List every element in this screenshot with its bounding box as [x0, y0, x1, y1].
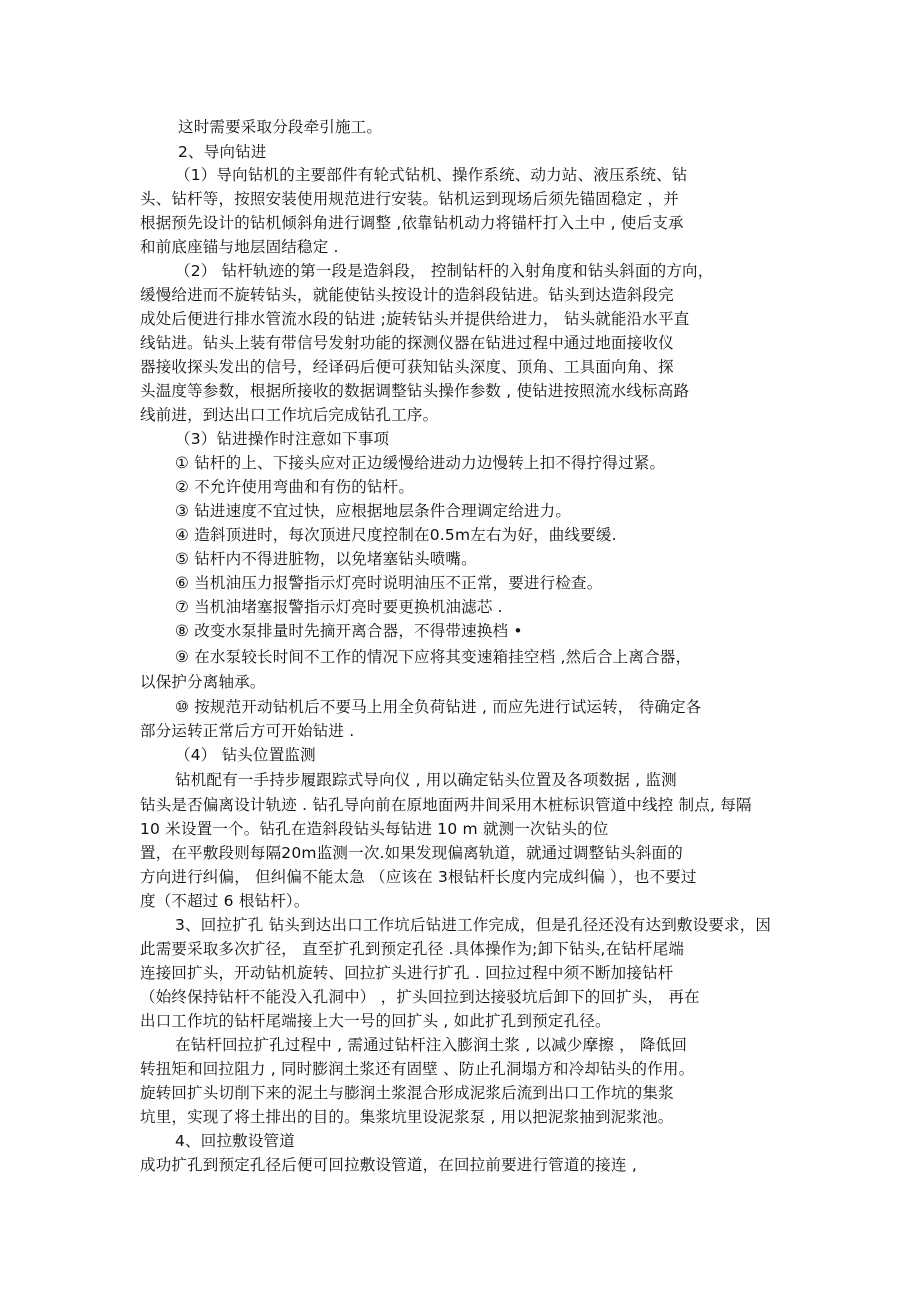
- text-line: 成功扩孔到预定孔径后便可回拉敷设管道，在回拉前要进行管道的接连 ,: [140, 1156, 637, 1174]
- text-line: 器接收探头发出的信号，经译码后便可获知钻头深度、顶角、工具面向角、探: [140, 358, 674, 376]
- list-item: ④ 造斜顶进时，每次顶进尺度控制在0.5m左右为好，曲线要缓.: [175, 526, 617, 544]
- text-line: 钻头是否偏离设计轨迹 . 钻孔导向前在原地面两井间采用木桩标识管道中线控 制点, 每隔: [140, 796, 752, 814]
- text-line: 出口工作坑的钻杆尾端接上大一号的回扩头 , 如此扩孔到预定孔径。: [140, 1012, 611, 1030]
- subsection-heading: （3）钻进操作时注意如下事项: [175, 430, 390, 448]
- text-line: 缓慢给进而不旋转钻头，就能使钻头按设计的造斜段钻进。钻头到达造斜段完: [140, 286, 674, 304]
- text-line: 此需要采取多次扩径， 直至扩孔到预定孔径 .具体操作为;卸下钻头,在钻杆尾端: [140, 940, 685, 958]
- text-line: 头、钻杆等，按照安装使用规范进行安装。钻机运到现场后须先锚固稳定 ，并: [140, 190, 679, 208]
- text-line: 方向进行纠偏， 但纠偏不能太急 （应该在 3根钻杆长度内完成纠偏 ），也不要过: [140, 868, 697, 886]
- list-item: ② 不允许使用弯曲和有伤的钻杆。: [175, 478, 415, 496]
- list-item: ③ 钻进速度不宜过快，应根据地层条件合理调定给进力。: [175, 502, 572, 520]
- text-line: 连接回扩头，开动钻机旋转、回拉扩头进行扩孔 . 回拉过程中须不断加接钻杆: [140, 964, 674, 982]
- subsection-heading: （4） 钻头位置监测: [175, 746, 316, 764]
- text-line: 根据预先设计的钻机倾斜角进行调整 ,依靠钻机动力将锚杆打入土中 , 使后支承: [140, 214, 684, 232]
- text-line: 旋转回扩头切削下来的泥土与膨润土浆混合形成泥浆后流到出口工作坑的集浆: [140, 1084, 674, 1102]
- text-line: 坑里，实现了将土排出的目的。集浆坑里设泥浆泵 , 用以把泥浆抽到泥浆池。: [140, 1108, 674, 1126]
- text-line: 头温度等参数，根据所接收的数据调整钻头操作参数 , 使钻进按照流水线标高路: [140, 382, 690, 400]
- text-line: 线钻进。钻头上装有带信号发射功能的探测仪器在钻进过程中通过地面接收仪: [140, 334, 674, 352]
- text-line: 在钻杆回拉扩孔过程中 , 需通过钻杆注入膨润土浆 , 以减少摩擦 ， 降低回: [175, 1036, 688, 1054]
- text-line: 转扭矩和回拉阻力 , 同时膨润土浆还有固壁 、防止孔洞塌方和冷却钻头的作用。: [140, 1060, 695, 1078]
- text-line: 和前底座锚与地层固结稳定 .: [140, 238, 339, 256]
- list-item: ⑧ 改变水泵排量时先摘开离合器，不得带速换档 •: [175, 622, 523, 640]
- text-line: 置，在平敷段则每隔20m监测一次.如果发现偏离轨道，就通过调整钻头斜面的: [140, 844, 683, 862]
- list-item: ⑨ 在水泵较长时间不工作的情况下应将其变速箱挂空档 ,然后合上离合器，: [175, 648, 692, 666]
- list-item: ⑦ 当机油堵塞报警指示灯亮时要更换机油滤芯 .: [175, 598, 503, 616]
- list-item: ⑤ 钻杆内不得进脏物，以免堵塞钻头喷嘴。: [175, 550, 477, 568]
- text-line: 10 米设置一个。钻孔在造斜段钻头每钻进 10 m 就测一次钻头的位: [140, 820, 609, 838]
- text-line: 成处后便进行排水管流水段的钻进 ;旋转钻头并提供给进力， 钻头就能沿水平直: [140, 310, 690, 328]
- text-line: （2） 钻杆轨迹的第一段是造斜段， 控制钻杆的入射角度和钻头斜面的方向，: [175, 262, 714, 280]
- text-line: 以保护分离轴承。: [140, 673, 266, 691]
- list-item: ① 钻杆的上、下接头应对正边缓慢给进动力边慢转上扣不得拧得过紧。: [175, 454, 666, 472]
- list-item: ⑩ 按规范开动钻机后不要马上用全负荷钻进 , 而应先进行试运转， 待确定各: [175, 698, 702, 716]
- text-line: 度（不超过 6 根钻杆）。: [140, 892, 310, 910]
- list-item: ⑥ 当机油压力报警指示灯亮时说明油压不正常，要进行检查。: [175, 574, 603, 592]
- section-heading: 4、回拉敷设管道: [175, 1132, 295, 1150]
- text-line: 线前进，到达出口工作坑后完成钻孔工序。: [140, 406, 439, 424]
- section-heading: 2、导向钻进: [178, 143, 267, 161]
- text-line: （始终保持钻杆不能没入孔洞中） ，扩头回拉到达接驳坑后卸下的回扩头， 再在: [140, 988, 700, 1006]
- section-heading: 3、回拉扩孔 钻头到达出口工作坑后钻进工作完成，但是孔径还没有达到敷设要求，因: [175, 916, 772, 934]
- text-line: 钻机配有一手持步履跟踪式导向仪 , 用以确定钻头位置及各项数据 , 监测: [175, 771, 677, 789]
- text-line: （1）导向钻机的主要部件有轮式钻机、操作系统、动力站、液压系统、钻: [175, 166, 688, 184]
- text-line: 部分运转正常后方可开始钻进 .: [140, 722, 355, 740]
- text-line: 这时需要采取分段牵引施工。: [178, 118, 383, 136]
